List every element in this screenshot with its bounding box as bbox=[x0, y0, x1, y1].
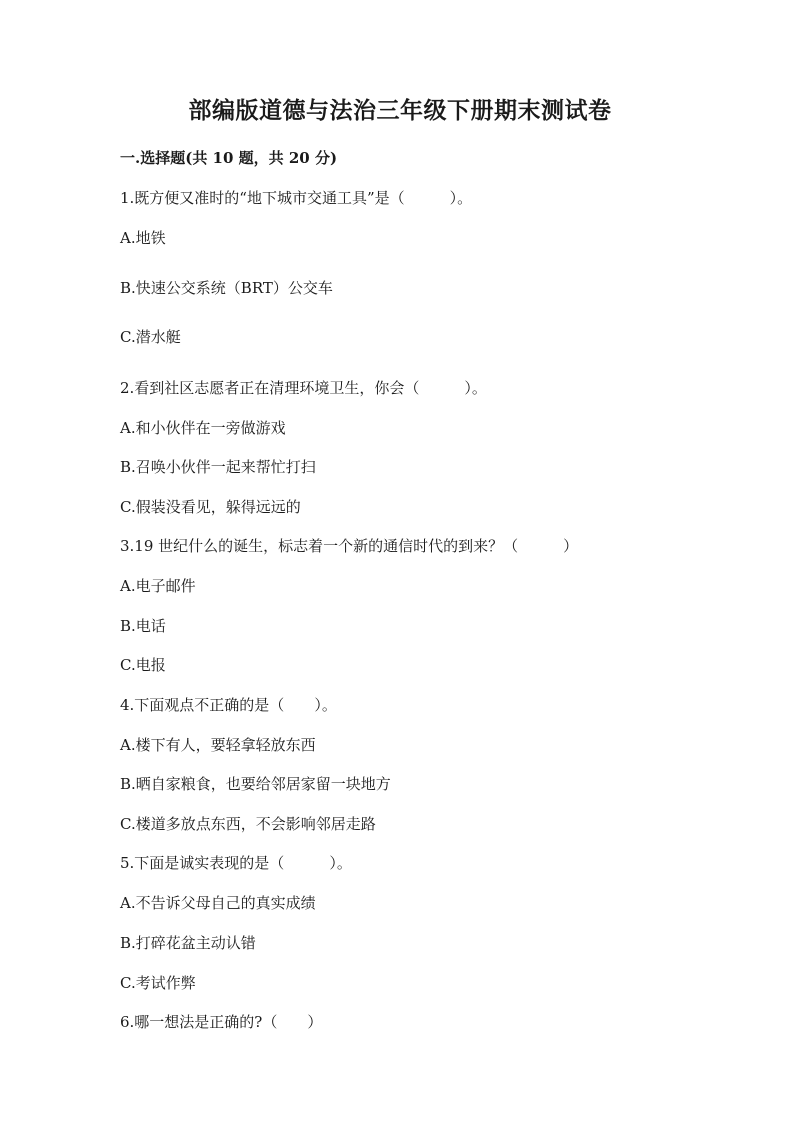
question-1-stem: 1.既方便又准时的“地下城市交通工具”是（ ）。 bbox=[120, 189, 473, 207]
question-4-option-a: A.楼下有人，要轻拿轻放东西 bbox=[120, 736, 316, 754]
question-3-option-c: C.电报 bbox=[120, 656, 166, 674]
question-5-option-c: C.考试作弊 bbox=[120, 974, 196, 992]
question-4-stem: 4.下面观点不正确的是（ ）。 bbox=[120, 696, 337, 714]
section-heading: 一.选择题(共 10 题，共 20 分) bbox=[120, 149, 338, 167]
question-2-option-c: C.假装没看见，躲得远远的 bbox=[120, 498, 301, 516]
page-title: 部编版道德与法治三年级下册期末测试卷 bbox=[188, 97, 612, 124]
question-3-stem: 3.19 世纪什么的诞生，标志着一个新的通信时代的到来？（ ） bbox=[120, 537, 579, 555]
question-3-option-b: B.电话 bbox=[120, 617, 166, 635]
question-3-option-a: A.电子邮件 bbox=[120, 577, 196, 595]
question-4-option-b: B.晒自家粮食，也要给邻居家留一块地方 bbox=[120, 775, 391, 793]
question-5-stem: 5.下面是诚实表现的是（ ）。 bbox=[120, 854, 352, 872]
question-2-option-a: A.和小伙伴在一旁做游戏 bbox=[120, 419, 286, 437]
question-4-option-c: C.楼道多放点东西，不会影响邻居走路 bbox=[120, 815, 376, 833]
question-1-option-a: A.地铁 bbox=[120, 229, 166, 247]
question-5-option-a: A.不告诉父母自己的真实成绩 bbox=[120, 894, 316, 912]
question-1-option-c: C.潜水艇 bbox=[120, 328, 181, 346]
question-2-stem: 2.看到社区志愿者正在清理环境卫生，你会（ ）。 bbox=[120, 379, 487, 397]
question-6-stem: 6.哪一想法是正确的?（ ） bbox=[120, 1013, 323, 1031]
question-1-option-b: B.快速公交系统（BRT）公交车 bbox=[120, 279, 333, 297]
question-5-option-b: B.打碎花盆主动认错 bbox=[120, 934, 256, 952]
question-2-option-b: B.召唤小伙伴一起来帮忙打扫 bbox=[120, 458, 316, 476]
